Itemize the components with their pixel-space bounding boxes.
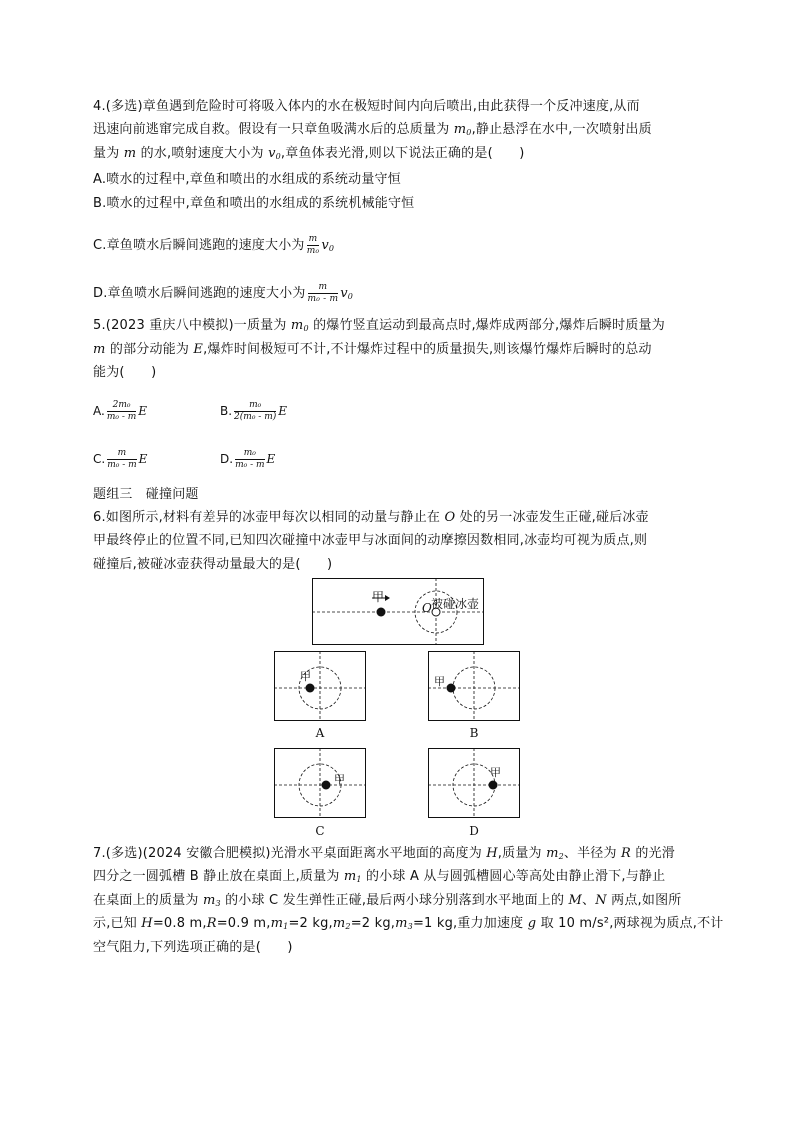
q5-option-b: B. $\frac{\text{m₀}}{\text{2(m₀ - m)}}$ E xyxy=(220,400,287,422)
q4-text: ,章鱼体表光滑,则以下说法正确的是( ) xyxy=(280,146,525,161)
fraction-m-over-m0-minus-m: $\frac{m}{\text{m₀ - m}}$ xyxy=(307,282,339,304)
symbol-m0: $m_0$ xyxy=(453,122,472,137)
stone-jia xyxy=(447,684,456,693)
q4-option-c: C.章鱼喷水后瞬间逃跑的速度大小为 $\frac{m}{\text{m₀}}$ $v_0$ xyxy=(93,234,335,256)
label-jia: 甲 xyxy=(372,590,385,604)
q7-line-3: 在桌面上的质量为 $m_3$ 的小球 C 发生弹性正碰,最后两小球分别落到水平地面上的 M、N 两点,如图所 xyxy=(93,893,682,908)
panel-d-jia: 甲 xyxy=(490,766,501,779)
q5-option-c: C. $\frac{m}{\text{m₀ - m}}$ E xyxy=(93,448,148,470)
q4-option-d: D.章鱼喷水后瞬间逃跑的速度大小为 $\frac{m}{\text{m₀ - m}}$ $v_0$ xyxy=(93,282,354,304)
q5-line-2: m 的部分动能为 E,爆炸时间极短可不计,不计爆炸过程中的质量损失,则该爆竹爆炸后瞬时的总动 xyxy=(93,342,652,357)
panel-b-label: B xyxy=(469,726,479,740)
q7-line-4: 示,已知 H=0.8 m,R=0.9 $m,m_1=2$ $kg,m_2=2$ $kg,m_3=1$ kg,重力加速度 g 取 10 m/s²,两球视为质点,不计 xyxy=(93,916,724,931)
panel-a-figure xyxy=(274,651,366,721)
q6-line-3: 碰撞后,被碰冰壶获得动量最大的是( ) xyxy=(93,557,333,572)
symbol-e: E xyxy=(193,342,204,357)
symbol-m: m xyxy=(93,342,106,357)
panel-d-figure xyxy=(428,748,520,818)
q4-text: 量为 xyxy=(93,146,124,161)
q4-text: 的水,喷射速度大小为 xyxy=(136,146,269,161)
q5-option-a: A. $\frac{\text{2m₀}}{\text{m₀ - m}}$ E xyxy=(93,400,148,422)
symbol-v0: $v_0$ xyxy=(321,238,335,253)
q4-text: ,静止悬浮在水中,一次喷射出质 xyxy=(471,122,652,137)
q7-line-5: 空气阻力,下列选项正确的是( ) xyxy=(93,940,293,955)
q5-line-1: 5.(2023 重庆八中模拟)一质量为 $m_0$ 的爆竹竖直运动到最高点时,爆炸成两部分,爆炸后瞬时质量为 xyxy=(93,318,665,333)
panel-c-figure xyxy=(274,748,366,818)
label-target-stone: 被碰冰壶 xyxy=(431,597,480,611)
q6-line-2: 甲最终停止的位置不同,已知四次碰撞中冰壶甲与冰面间的动摩擦因数相同,冰壶均可视为质点,则 xyxy=(93,533,648,548)
symbol-m: m xyxy=(123,146,137,161)
panel-c-label: C xyxy=(315,824,325,838)
q5-option-d: D. $\frac{\text{m₀}}{\text{m₀ - m}}$ E xyxy=(220,448,276,470)
q4-line-3 xyxy=(93,145,525,163)
label-o: O xyxy=(422,601,432,615)
q7-line-1: 7.(多选)(2024 安徽合肥模拟)光滑水平桌面距离水平地面的高度为 H,质量为 $m_2$、半径为 R 的光滑 xyxy=(93,846,675,861)
q4-option-b: B.喷水的过程中,章鱼和喷出的水组成的系统机械能守恒 xyxy=(93,196,415,211)
q4-option-a: A.喷水的过程中,章鱼和喷出的水组成的系统动量守恒 xyxy=(93,172,401,187)
section-heading-group3: 题组三 碰撞问题 xyxy=(93,487,199,502)
panel-a-label: A xyxy=(315,726,325,740)
q4-text: 迅速向前逃窜完成自救。假设有一只章鱼吸满水后的总质量为 xyxy=(93,122,454,137)
panel-c-jia: 甲 xyxy=(334,773,345,786)
symbol-v0: $v_0$ xyxy=(268,146,281,161)
q7-line-2: 四分之一圆弧槽 B 静止放在桌面上,质量为 $m_1$ 的小球 A 从与圆弧槽圆心等高处由静止滑下,与静止 xyxy=(93,869,666,884)
q4-line-2 xyxy=(93,121,652,139)
symbol-o: O xyxy=(444,510,456,525)
stone-jia xyxy=(489,781,498,790)
symbol-m0: $m_0$ xyxy=(290,318,309,333)
stone-jia xyxy=(377,608,386,617)
q6-line-1: 6.如图所示,材料有差异的冰壶甲每次以相同的动量与静止在 O 处的另一冰壶发生正碰,碰后冰壶 xyxy=(93,510,649,525)
panel-b-jia: 甲 xyxy=(434,675,445,688)
q4-line-1: 4.(多选)章鱼遇到危险时可将吸入体内的水在极短时间内向后喷出,由此获得一个反冲速度,从而 xyxy=(93,99,640,114)
stone-jia xyxy=(322,781,331,790)
panel-d-label: D xyxy=(469,824,479,838)
q5-line-3: 能为( ) xyxy=(93,365,157,380)
panel-a-jia: 甲 xyxy=(300,670,311,683)
fraction-m-over-m0: $\frac{m}{\text{m₀}}$ xyxy=(306,234,320,256)
symbol-v0: $v_0$ xyxy=(340,286,354,301)
